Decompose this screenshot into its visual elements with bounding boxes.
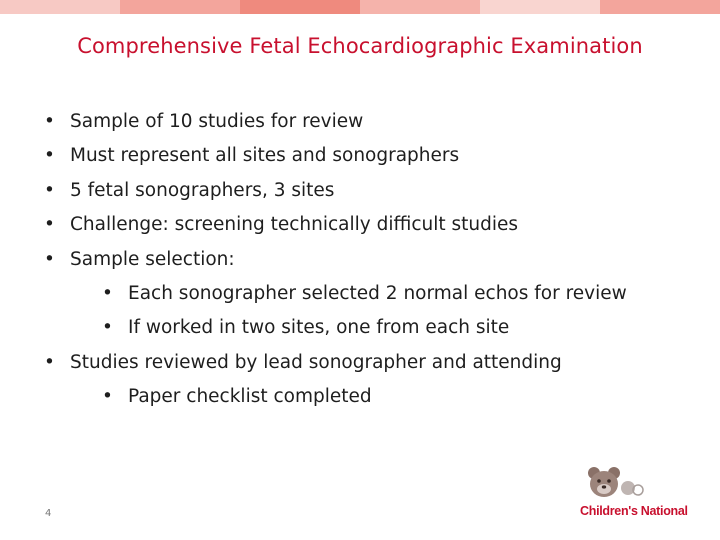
- bullet-text: Sample selection:: [70, 248, 235, 270]
- bullet-dot: •: [102, 317, 113, 339]
- bullet-dot: •: [102, 282, 113, 304]
- top-bar-segment-1: [0, 0, 120, 14]
- logo-text: Children's National: [580, 504, 688, 518]
- bullet-item: [44, 177, 704, 211]
- slide-title: Comprehensive Fetal Echocardiographic Examination: [77, 34, 643, 58]
- sub-bullet-item: [44, 314, 704, 348]
- top-bar-segment-5: [480, 0, 600, 14]
- bullet-text: Each sonographer selected 2 normal echos for review: [128, 282, 627, 304]
- bullet-dot: •: [44, 111, 55, 132]
- bullet-list: [44, 108, 704, 418]
- bullet-item: [44, 211, 704, 245]
- bullet-text: 5 fetal sonographers, 3 sites: [70, 179, 335, 201]
- bullet-dot: •: [102, 386, 113, 408]
- bullet-text: If worked in two sites, one from each site: [128, 317, 510, 339]
- sub-bullet-item: [44, 383, 704, 417]
- top-bar-segment-6: [600, 0, 720, 14]
- page-number: 4: [45, 508, 52, 519]
- bullet-item: [44, 246, 704, 280]
- bullet-dot: •: [44, 248, 55, 270]
- sub-bullet-item: [44, 280, 704, 314]
- bullet-text: Studies reviewed by lead sonographer and attending: [70, 351, 562, 373]
- bullet-dot: •: [44, 351, 55, 373]
- bear-icon: [584, 466, 654, 506]
- top-bar-segment-2: [120, 0, 240, 14]
- top-accent-bar: [0, 0, 720, 14]
- bullet-text: Challenge: screening technically difficult studies: [70, 214, 519, 236]
- bullet-item: [44, 108, 704, 142]
- bullet-dot: •: [44, 145, 55, 167]
- bullet-text: Sample of 10 studies for review: [70, 111, 364, 132]
- bullet-item: [44, 142, 704, 176]
- top-bar-segment-3: [240, 0, 360, 14]
- bullet-text: Must represent all sites and sonographers: [70, 145, 460, 167]
- bullet-dot: •: [44, 179, 55, 201]
- bullet-item: [44, 349, 704, 383]
- bullet-text: Paper checklist completed: [128, 386, 372, 408]
- top-bar-segment-4: [360, 0, 480, 14]
- bullet-dot: •: [44, 214, 55, 236]
- childrens-national-logo: [580, 466, 700, 522]
